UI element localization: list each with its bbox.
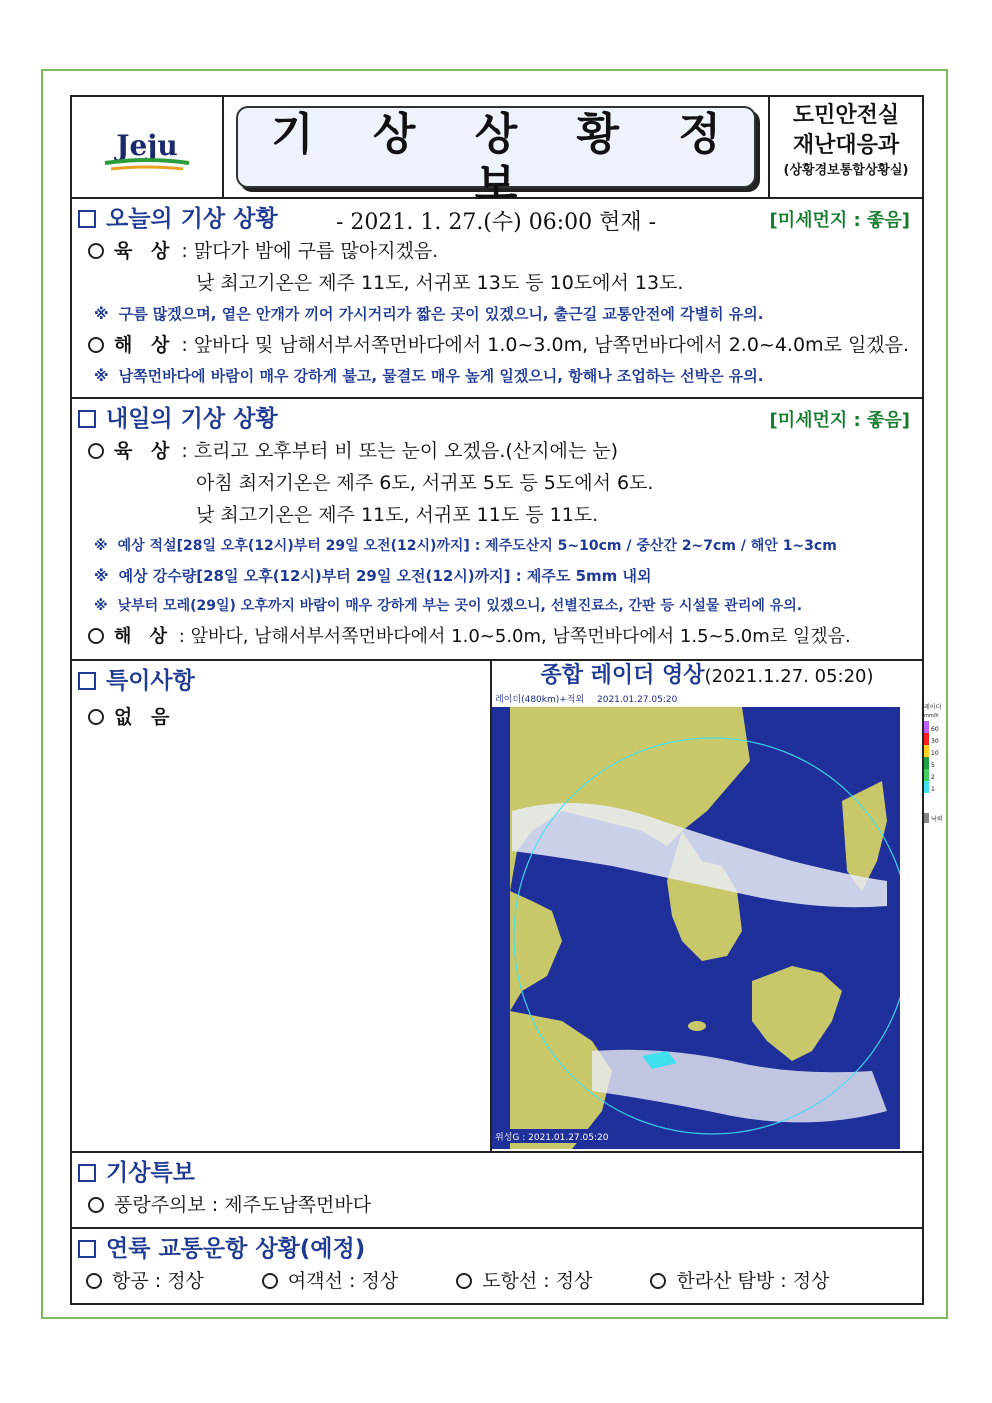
land-min-temperature: 아침 최저기온은 제주 6도, 서귀포 5도 등 5도에서 6도. <box>196 472 654 494</box>
circle-bullet-icon <box>88 337 104 353</box>
legend-unit: mm/h <box>924 713 939 719</box>
radar-legend-scale <box>924 701 944 851</box>
land-label: 육 상 <box>114 440 176 462</box>
dust-status: [미세먼지 : 좋음] <box>769 410 910 431</box>
radar-map <box>492 691 900 1149</box>
note-mark: ※ <box>94 538 108 554</box>
section-title: 연륙 교통운항 상황(예정) <box>106 1236 366 1262</box>
radar-time: (2021.1.27. 05:20) <box>704 666 874 687</box>
circle-bullet-icon <box>88 243 104 259</box>
dept-division: 재난대응과 <box>792 133 900 158</box>
tomorrow-section <box>72 399 922 661</box>
traffic-ferry: 여객선 : 정상 <box>287 1270 399 1292</box>
jeju-logo-icon <box>87 117 207 177</box>
radar-section <box>492 661 943 1151</box>
circle-bullet-icon <box>88 628 104 644</box>
legend-value: 30 <box>931 738 939 745</box>
land-forecast: : 흐리고 오후부터 비 또는 눈이 오겠음.(산지에는 눈) <box>181 440 618 462</box>
traffic-hallasan: 한라산 탐방 : 정상 <box>676 1270 830 1292</box>
section-title: 오늘의 기상 상황 <box>106 206 278 232</box>
checkbox-icon <box>78 410 96 428</box>
dept-name: 도민안전실 <box>792 103 900 128</box>
jeju-logo <box>72 97 224 197</box>
warning-section <box>72 1153 922 1229</box>
traffic-section <box>72 1229 922 1303</box>
circle-bullet-icon <box>650 1273 666 1289</box>
land-temperature: 낮 최고기온은 제주 11도, 서귀포 13도 등 10도에서 13도. <box>196 272 684 294</box>
warning-item: 풍랑주의보 : 제주도남쪽먼바다 <box>114 1194 372 1216</box>
rain-note: 예상 강수량[28일 오후(12시)부터 29일 오전(12시)까지] : 제주도 5mm 내외 <box>118 567 652 585</box>
legend-value: 60 <box>931 726 939 733</box>
radar-caption-time: 2021.01.27.05:20 <box>597 695 678 705</box>
dept-office: (상황경보통합상황실) <box>783 163 909 178</box>
note-text: 구름 많겠으며, 옅은 안개가 끼어 가시거리가 짧은 곳이 있겠으니, 출근길 교통안전에 각별히 유의. <box>118 305 764 323</box>
circle-bullet-icon <box>88 443 104 459</box>
section-title: 기상특보 <box>106 1160 195 1186</box>
legend-value: 10 <box>931 750 939 757</box>
logo-text: Jeju <box>116 129 178 162</box>
checkbox-icon <box>78 672 96 690</box>
note-mark: ※ <box>94 567 109 585</box>
special-row <box>72 661 943 1153</box>
special-item: 없 음 <box>114 706 176 728</box>
radar-caption-bottom: 위성G : 2021.01.27.05:20 <box>495 1133 609 1143</box>
sea-label: 해 상 <box>114 334 176 356</box>
legend-title: 레이더 <box>924 704 942 711</box>
section-title: 내일의 기상 상황 <box>106 406 278 432</box>
section-title: 특이사항 <box>106 668 195 694</box>
radar-legend <box>924 701 944 855</box>
legend-value: 1 <box>931 786 935 793</box>
circle-bullet-icon <box>262 1273 278 1289</box>
land-max-temperature: 낮 최고기온은 제주 11도, 서귀포 11도 등 11도. <box>196 504 599 526</box>
land-label: 육 상 <box>114 240 176 262</box>
traffic-island-ferry: 도항선 : 정상 <box>482 1270 593 1292</box>
land-forecast: : 맑다가 밤에 구름 많아지겠음. <box>181 240 439 262</box>
dust-status: [미세먼지 : 좋음] <box>769 210 910 231</box>
circle-bullet-icon <box>86 1273 102 1289</box>
special-section <box>72 661 492 1151</box>
circle-bullet-icon <box>88 709 104 725</box>
sea-label: 해 상 <box>114 626 174 647</box>
radar-title: 종합 레이더 영상 <box>540 663 705 688</box>
radar-caption: 레이더(480km)+적외 <box>495 695 585 705</box>
weather-report <box>70 95 943 1305</box>
legend-value: 5 <box>931 762 935 769</box>
department <box>770 97 922 197</box>
traffic-air: 항공 : 정상 <box>112 1270 204 1292</box>
circle-bullet-icon <box>88 1197 104 1213</box>
legend-value: 2 <box>931 774 935 781</box>
note-mark: ※ <box>94 305 109 323</box>
report-title: 기 상 상 황 정 보 <box>271 109 743 210</box>
circle-bullet-icon <box>456 1273 472 1289</box>
sea-forecast: : 앞바다, 남해서부서쪽먼바다에서 1.0~5.0m, 남쪽먼바다에서 1.5~5.0m로 일겠음. <box>178 626 851 647</box>
checkbox-icon <box>78 210 96 228</box>
note-text: 남쪽먼바다에 바람이 매우 강하게 불고, 물결도 매우 높게 일겠으니, 항해나 조업하는 선박은 유의. <box>118 367 764 385</box>
checkbox-icon <box>78 1164 96 1182</box>
note-mark: ※ <box>94 598 108 614</box>
radar-image <box>492 691 900 1149</box>
today-section <box>72 199 922 399</box>
snow-note: 예상 적설[28일 오후(12시)부터 29일 오전(12시)까지] : 제주도산지 5~10cm / 중산간 2~7cm / 해안 1~3cm <box>117 538 837 554</box>
legend-extra: 낙뢰 <box>931 816 943 823</box>
report-date: - 2021. 1. 27.(수) 06:00 현재 - <box>335 210 657 235</box>
title-box <box>236 106 756 235</box>
note-mark: ※ <box>94 367 109 385</box>
wind-note: 낮부터 모레(29일) 오후까지 바람이 매우 강하게 부는 곳이 있겠으니, 선별진료소, 간판 등 시설물 관리에 유의. <box>117 598 803 614</box>
sea-forecast: : 앞바다 및 남해서부서쪽먼바다에서 1.0~3.0m, 남쪽먼바다에서 2.0~4.0m로 일겠음. <box>181 334 910 356</box>
checkbox-icon <box>78 1240 96 1258</box>
